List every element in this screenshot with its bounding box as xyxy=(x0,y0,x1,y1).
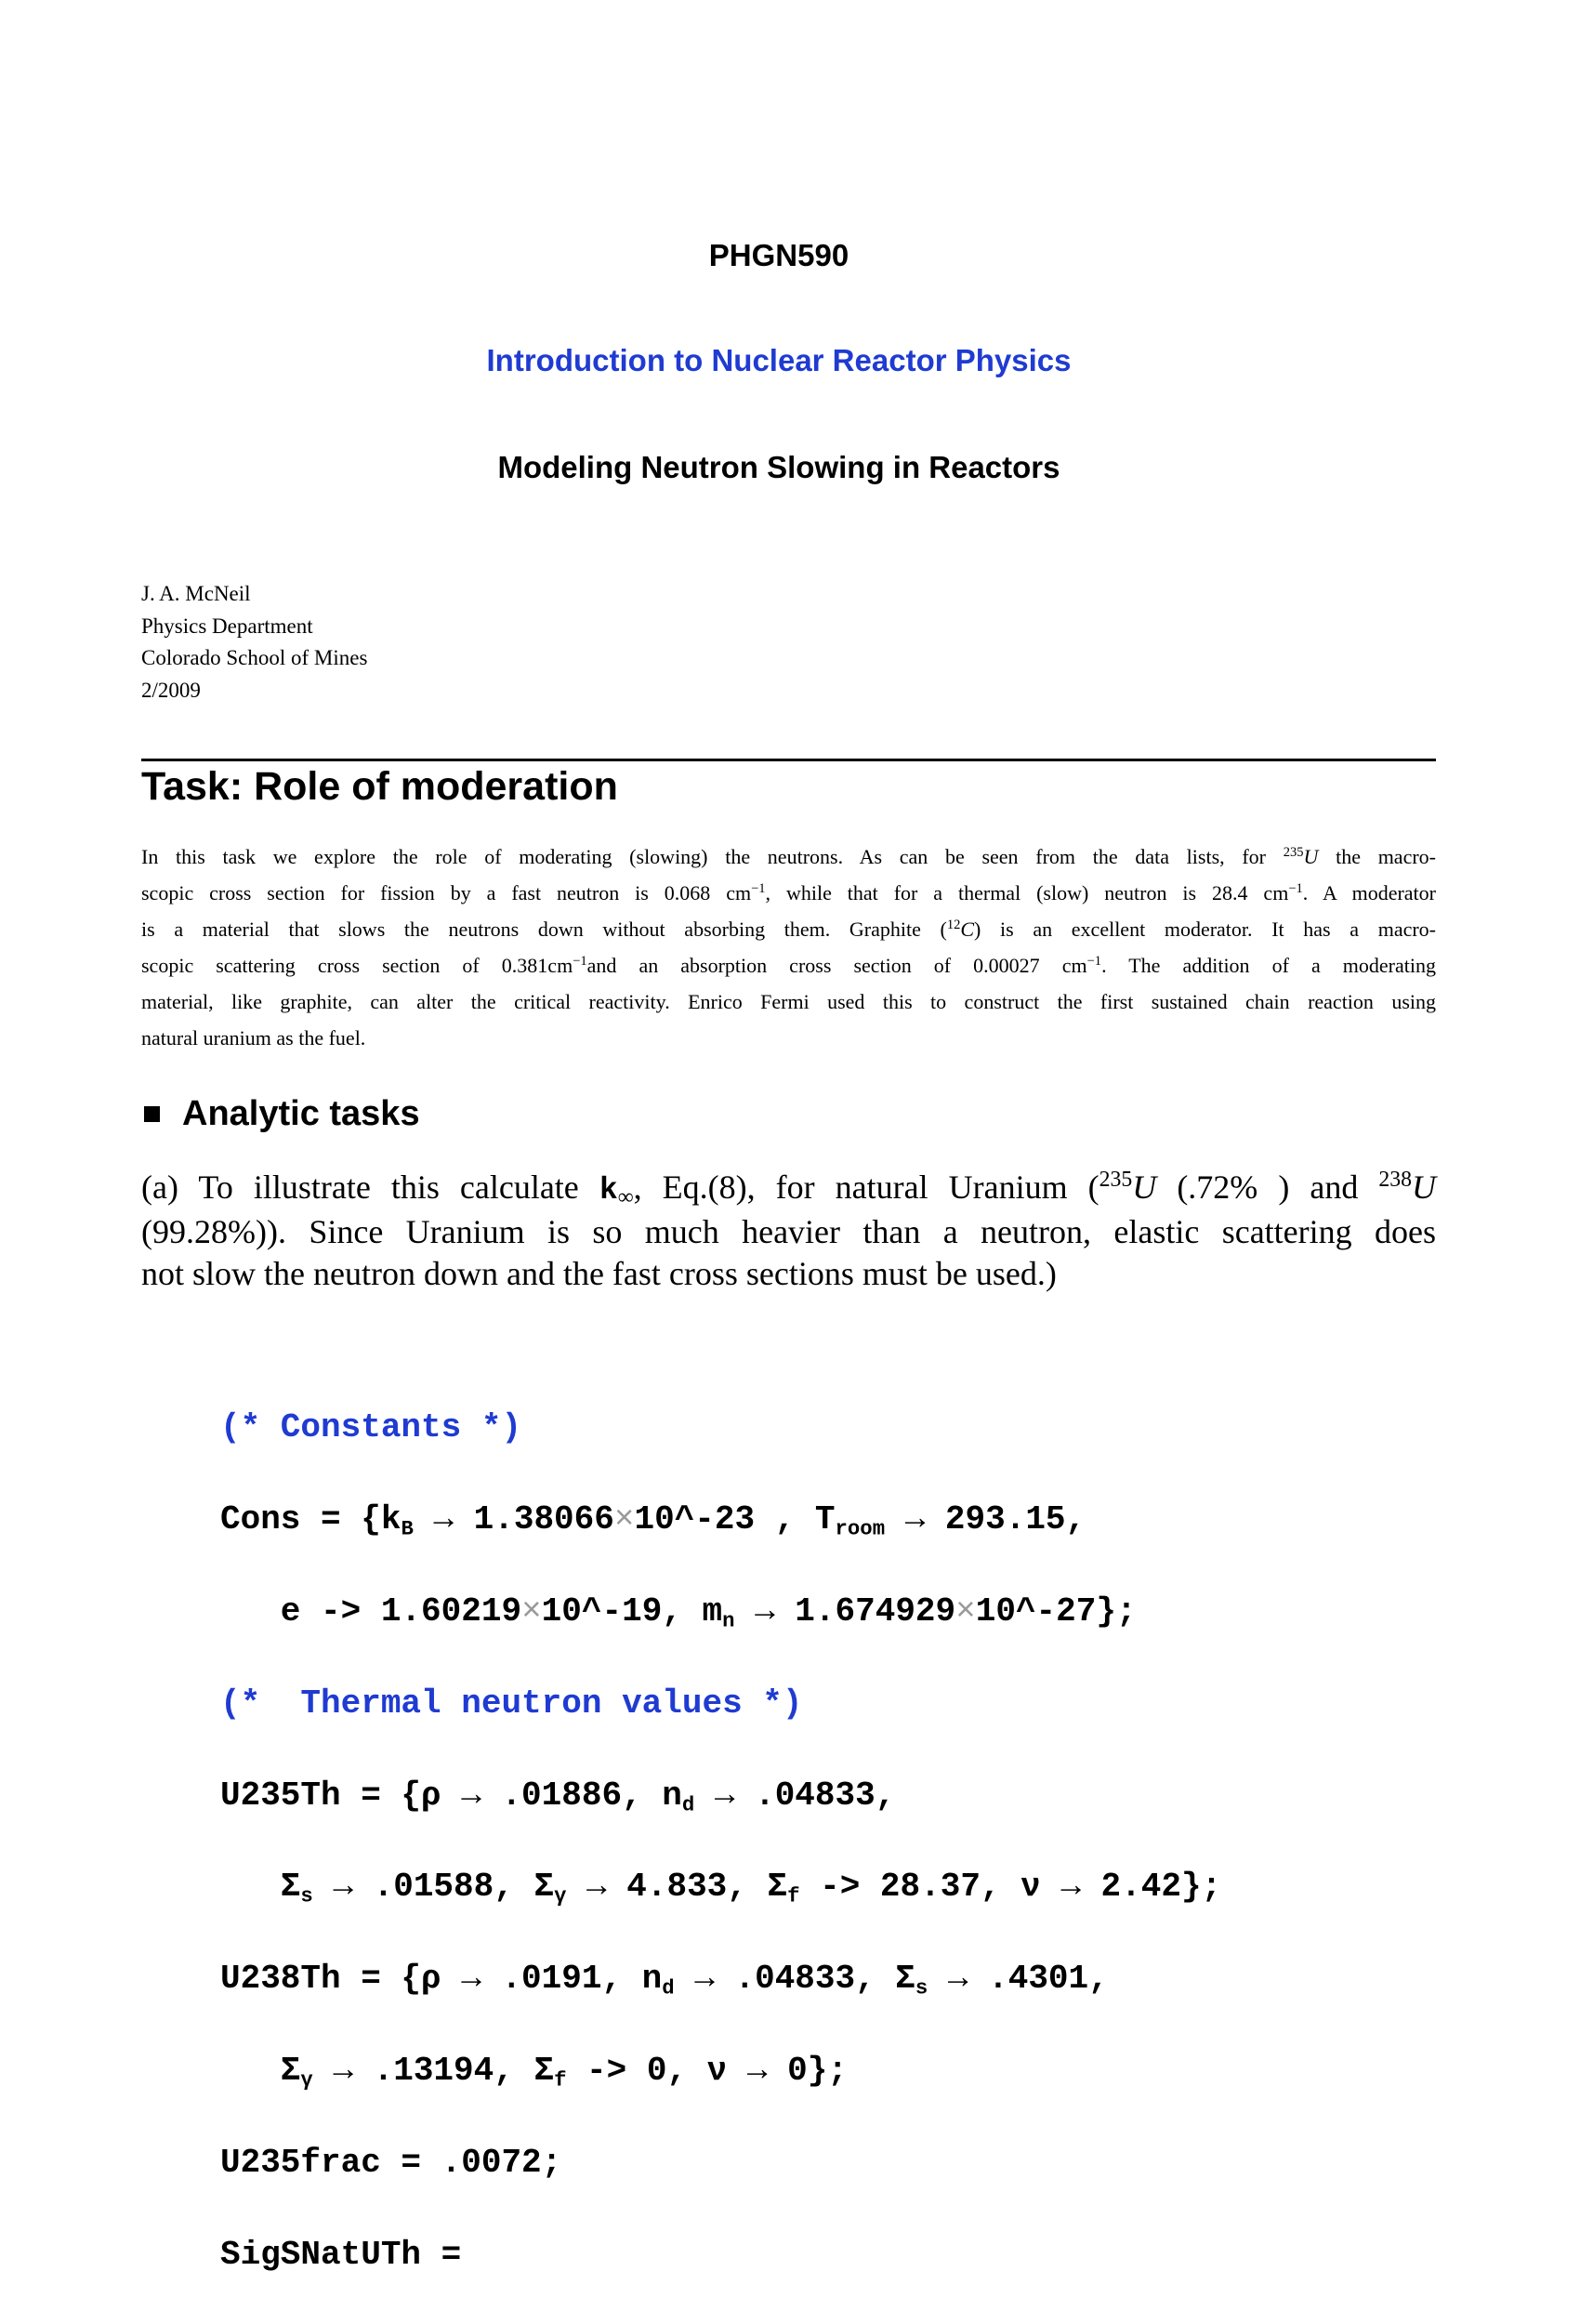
paragraph-line: is a material that slows the neutrons down without absorbing them. Graphite ($^{12}$C) is an excellent moderator. It has a macro- xyxy=(141,918,1436,941)
task-a-text xyxy=(141,1167,1436,1295)
section-heading: Task: Role of moderation xyxy=(141,764,618,809)
course-code: PHGN590 xyxy=(708,238,849,272)
author-block xyxy=(141,578,367,706)
code-comment: (* Constants *) xyxy=(220,1408,522,1447)
task-a-line: (a) To illustrate this calculate $k_\infty$, Eq.(8), for natural Uranium ($^{235}$U (.72% ) and $^{238}$U xyxy=(141,1167,1436,1209)
subsection-heading-label: Analytic tasks xyxy=(182,1094,420,1133)
bullet-square-icon xyxy=(144,1106,160,1122)
code-line: $\Sigma_\gamma \to .13194$, $\Sigma_f -> 0$, ν → 0}; xyxy=(220,2052,848,2093)
author-department: Physics Department xyxy=(141,614,313,638)
paragraph-line: In this task we explore the role of moderating (slowing) the neutrons. As can be seen from the data lists, for $^{235}$U the macro- xyxy=(141,845,1436,868)
task-paragraph xyxy=(141,838,1436,1056)
author-institution: Colorado School of Mines xyxy=(141,646,368,669)
document-title: Modeling Neutron Slowing in Reactors xyxy=(497,450,1060,484)
author-name: J. A. McNeil xyxy=(141,582,251,605)
code-line: U235frac = .0072; xyxy=(220,2143,562,2182)
task-a-line: (99.28%)). Since Uranium is so much heavier than a neutron, elastic scattering does xyxy=(141,1213,1436,1250)
code-line: U238Th = {ρ → .0191, $n_d \to .04833$, $\Sigma_s \to .4301$, xyxy=(220,1960,1109,2000)
code-block xyxy=(220,1359,1221,2324)
code-line: U235Th = {ρ → .01886, $n_d \to .04833$, xyxy=(220,1776,896,1817)
code-comment: (* Thermal neutron values *) xyxy=(220,1684,803,1723)
code-line: Cons = {$k_B$ → 1.38066×10^-23 , $T_{room} \to 293.15$, xyxy=(220,1500,1086,1541)
document-date: 2/2009 xyxy=(141,678,201,702)
task-a-line: not slow the neutron down and the fast cross sections must be used.) xyxy=(141,1255,1057,1292)
code-line: $\Sigma_s \to .01588$, $\Sigma_\gamma \to 4.833$, $\Sigma_f -> 28.37$, ν → 2.42}; xyxy=(220,1868,1222,1909)
subsection-heading xyxy=(141,1094,420,1134)
paragraph-line: natural uranium as the fuel. xyxy=(141,1026,366,1050)
paragraph-line: scopic scattering cross section of $0.381cm^{-1}and$ an absorption cross section of 0.00027 $cm^{-1}$. The addition of a moderating xyxy=(141,954,1436,977)
section-divider xyxy=(141,759,1436,761)
course-title: Introduction to Nuclear Reactor Physics xyxy=(486,343,1072,377)
paragraph-line: material, like graphite, can alter the critical reactivity. Enrico Fermi used this to construct the first sustained chain reaction using xyxy=(141,990,1436,1013)
code-line: SigSNatUTh = xyxy=(220,2235,462,2274)
paragraph-line: scopic cross section for fission by a fast neutron is 0.068 $cm^{-1}$, while that for a thermal (slow) neutron is 28.4 $cm^{-1}$. A moderator xyxy=(141,881,1436,905)
code-line: e -> 1.60219×10^-19, $m_n$ → 1.674929×10^-27}; xyxy=(220,1592,1137,1633)
